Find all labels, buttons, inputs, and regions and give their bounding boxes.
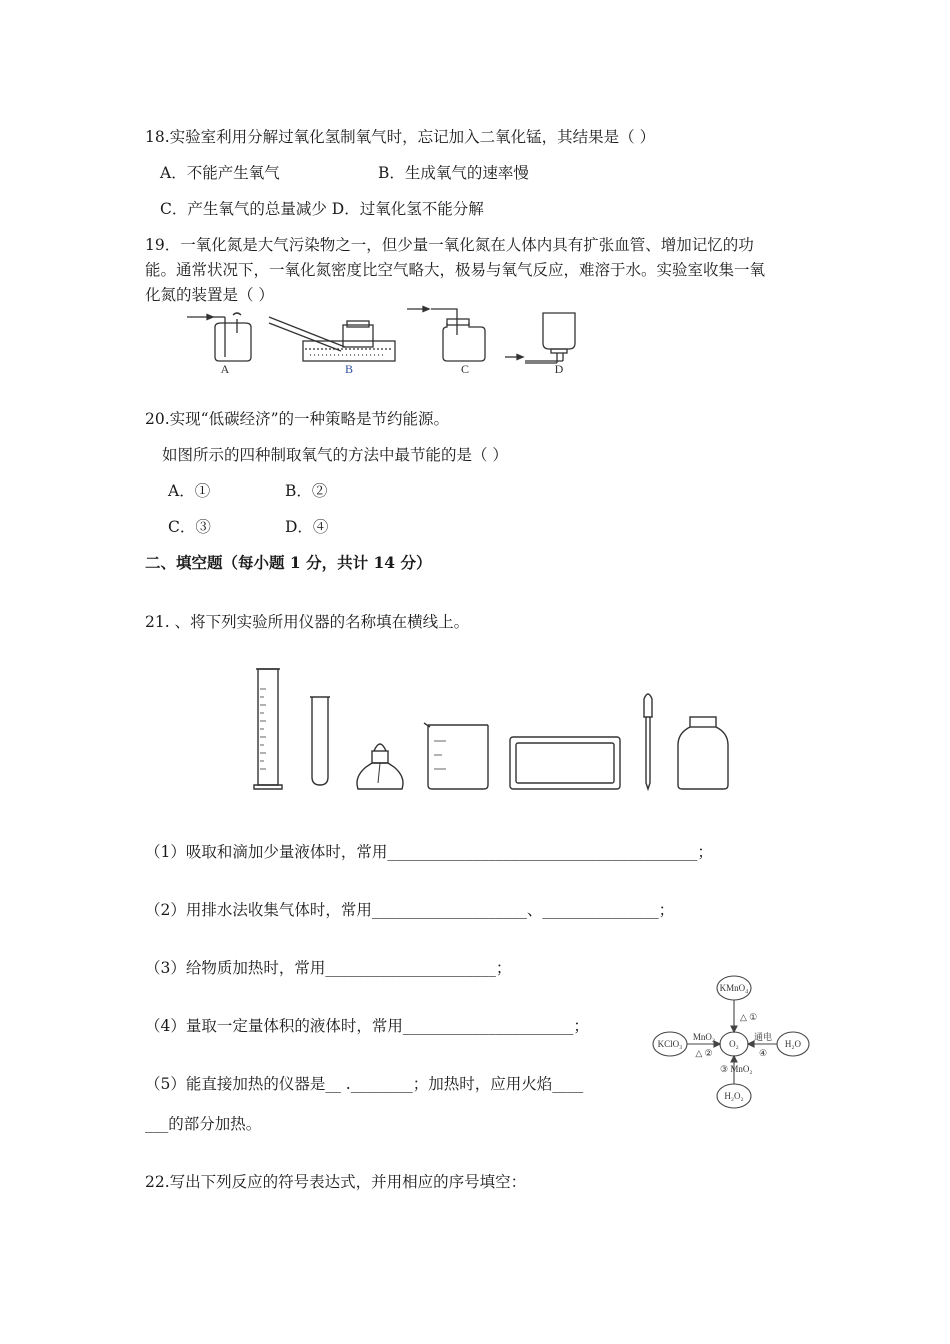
test-tube-icon (310, 697, 330, 785)
q21-part3: （3）给物质加热时，常用______________________； (145, 959, 512, 977)
apparatus-a (187, 313, 251, 361)
condition-2-top: MnO₂ (692, 1032, 716, 1042)
q20-line2: 如图所示的四种制取氧气的方法中最节能的是（ ） (162, 446, 508, 464)
label-b: B (344, 362, 354, 376)
label-d: D (554, 362, 564, 376)
condition-4-bottom: ④ (758, 1048, 768, 1058)
condition-4-top: 通电 (753, 1032, 773, 1042)
q21-part1: （1）吸取和滴加少量液体时，常用________________________________________； (145, 843, 713, 861)
alcohol-lamp-icon (357, 744, 403, 789)
water-trough-icon (510, 737, 620, 789)
q22-stem: 22.写出下列反应的符号表达式，并用相应的序号填空： (145, 1173, 527, 1191)
q18-option-cd: C．产生氧气的总量减少 D．过氧化氢不能分解 (160, 200, 484, 218)
gas-collection-apparatus-figure (185, 305, 605, 375)
condition-2-bottom: △ ② (695, 1048, 713, 1058)
q21-part5: （5）能直接加热的仪器是__ .________；加热时，应用火焰____ (145, 1075, 584, 1093)
q18-stem: 18.实验室利用分解过氧化氢制氧气时，忘记加入二氧化锰，其结果是（ ） (145, 128, 656, 146)
section-heading: 二、填空题（每小题 1 分，共计 14 分） (145, 553, 432, 572)
q20-option-a: A．① (168, 482, 211, 500)
oxygen-preparation-diagram (648, 968, 808, 1110)
q19-line1: 19．一氧化氮是大气污染物之一，但少量一氧化氮在人体内具有扩张血管、增加记忆的功 (145, 236, 754, 254)
o2-label: O₂ (729, 1039, 739, 1049)
apparatus-b (269, 317, 395, 361)
q20-line1: 20.实现“低碳经济”的一种策略是节约能源。 (145, 410, 449, 428)
h2o-label: H₂O (784, 1039, 802, 1049)
q21-part6: ___的部分加热。 (145, 1115, 262, 1133)
label-a: A (220, 362, 230, 376)
q19-line2: 能。通常状况下，一氧化氮密度比空气略大，极易与氧气反应，难溶于水。实验室收集一氧 (145, 261, 766, 279)
kmno4-label: KMnO₄ (719, 983, 749, 993)
condition-3: ③ MnO₂ (720, 1064, 753, 1074)
lab-instruments-figure (250, 665, 730, 795)
beaker-icon (424, 723, 488, 789)
dropper-icon (644, 694, 652, 789)
q19-line3: 化氮的装置是（ ） (145, 286, 274, 304)
q20-option-d: D．④ (285, 518, 329, 536)
apparatus-c (407, 307, 485, 362)
q21-part4: （4）量取一定量体积的液体时，常用______________________； (145, 1017, 589, 1035)
h2o2-label: H₂O₂ (724, 1091, 744, 1101)
q18-option-b: B．生成氧气的速率慢 (378, 164, 529, 182)
q20-option-c: C．③ (168, 518, 211, 536)
q21-stem: 21. 、将下列实验所用仪器的名称填在横线上。 (145, 613, 470, 631)
graduated-cylinder-icon (254, 669, 282, 789)
label-c: C (460, 362, 470, 376)
q18-option-a: A．不能产生氧气 (160, 164, 280, 182)
q20-option-b: B．② (285, 482, 328, 500)
apparatus-d (505, 313, 575, 363)
kclo3-label: KClO₃ (657, 1039, 683, 1049)
q21-part2: （2）用排水法收集气体时，常用____________________、_______________； (145, 901, 675, 919)
condition-1: △ ① (740, 1012, 758, 1022)
gas-collection-bottle-icon (678, 717, 728, 789)
